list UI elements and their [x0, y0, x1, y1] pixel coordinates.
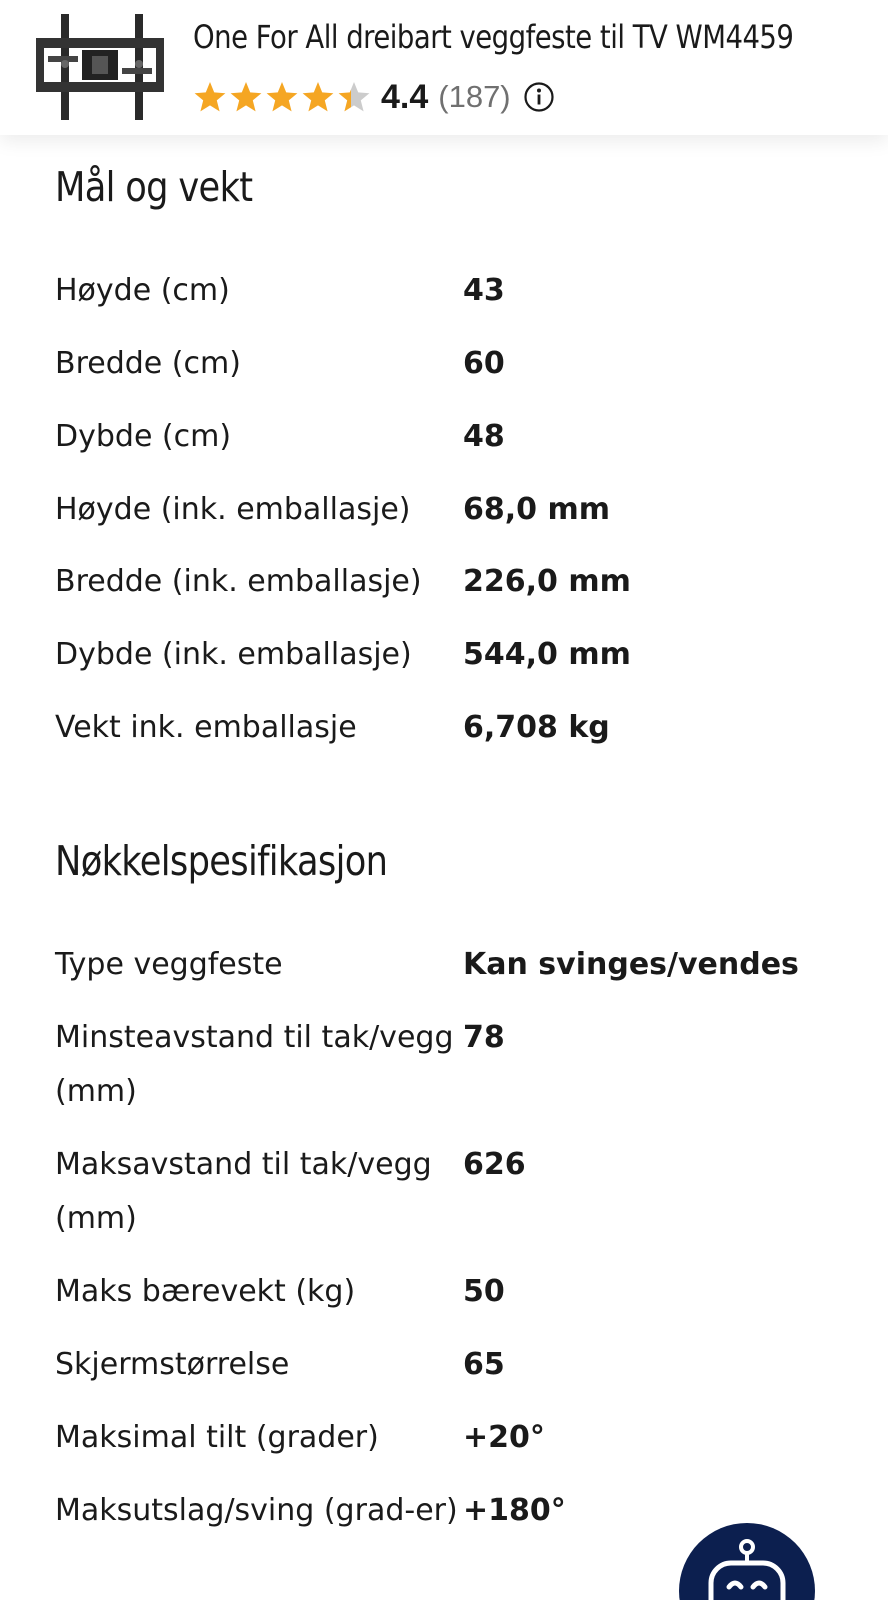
spec-label: Minsteavstand til tak/vegg (mm): [55, 1020, 454, 1109]
spec-label: Bredde (cm): [55, 346, 241, 381]
spec-label: Dybde (cm): [55, 419, 232, 454]
spec-value: 6,708 kg: [463, 710, 610, 745]
spec-row: [55, 1411, 855, 1465]
product-title[interactable]: One For All dreibart veggfeste til TV WM4459: [193, 18, 794, 56]
spec-row: [55, 1011, 855, 1119]
tv-wall-mount-image[interactable]: [34, 12, 166, 122]
spec-label: Dybde (ink. emballasje): [55, 637, 412, 672]
star-icon: [301, 80, 335, 114]
spec-value: 43: [463, 273, 505, 308]
spec-label: Skjermstørrelse: [55, 1347, 290, 1382]
spec-value: 544,0 mm: [463, 637, 631, 672]
spec-label: Vekt ink. emballasje: [55, 710, 357, 745]
spec-row: [55, 337, 855, 391]
spec-content: [0, 135, 888, 1600]
spec-value: 65: [463, 1347, 505, 1382]
product-header: [0, 0, 888, 135]
spec-row: [55, 1338, 855, 1392]
star-icon: [337, 80, 371, 114]
spec-label: Type veggfeste: [55, 947, 283, 982]
spec-label: Bredde (ink. emballasje): [55, 564, 422, 599]
spec-row: [55, 628, 855, 682]
spec-value: 60: [463, 346, 505, 381]
spec-value: 48: [463, 419, 505, 454]
info-icon[interactable]: [523, 81, 555, 113]
spec-label: Maksimal tilt (grader): [55, 1420, 379, 1455]
spec-value: 78: [463, 1020, 505, 1055]
section-title-key-specs: Nøkkelspesifikasjon: [55, 837, 388, 885]
spec-label: Maksutslag/sving (grad-er): [55, 1493, 458, 1528]
rating-summary[interactable]: [193, 74, 555, 120]
star-icon: [229, 80, 263, 114]
spec-row: [55, 410, 855, 464]
rating-value: 4.4: [381, 77, 429, 116]
chat-bot-button[interactable]: [679, 1523, 815, 1600]
star-rating: [193, 80, 371, 114]
spec-value: 226,0 mm: [463, 564, 631, 599]
spec-value: 50: [463, 1274, 505, 1309]
spec-value: 626: [463, 1147, 526, 1182]
spec-row: [55, 264, 855, 318]
spec-row: [55, 1265, 855, 1319]
star-icon: [265, 80, 299, 114]
spec-label: Maksavstand til tak/vegg (mm): [55, 1147, 432, 1236]
spec-row: [55, 701, 855, 755]
spec-row: [55, 483, 855, 537]
section-title-dimensions: Mål og vekt: [55, 163, 253, 211]
chat-bot-icon: [697, 1535, 797, 1600]
star-icon: [193, 80, 227, 114]
spec-value: +180°: [463, 1493, 566, 1528]
spec-label: Maks bærevekt (kg): [55, 1274, 356, 1309]
review-count[interactable]: (187): [438, 79, 511, 114]
spec-label: Høyde (cm): [55, 273, 230, 308]
spec-label: Høyde (ink. emballasje): [55, 492, 411, 527]
spec-value: Kan svinges/vendes: [463, 947, 799, 982]
spec-row: [55, 1138, 855, 1246]
spec-value: +20°: [463, 1420, 545, 1455]
spec-row: [55, 938, 855, 992]
spec-row: [55, 555, 855, 609]
spec-value: 68,0 mm: [463, 492, 610, 527]
